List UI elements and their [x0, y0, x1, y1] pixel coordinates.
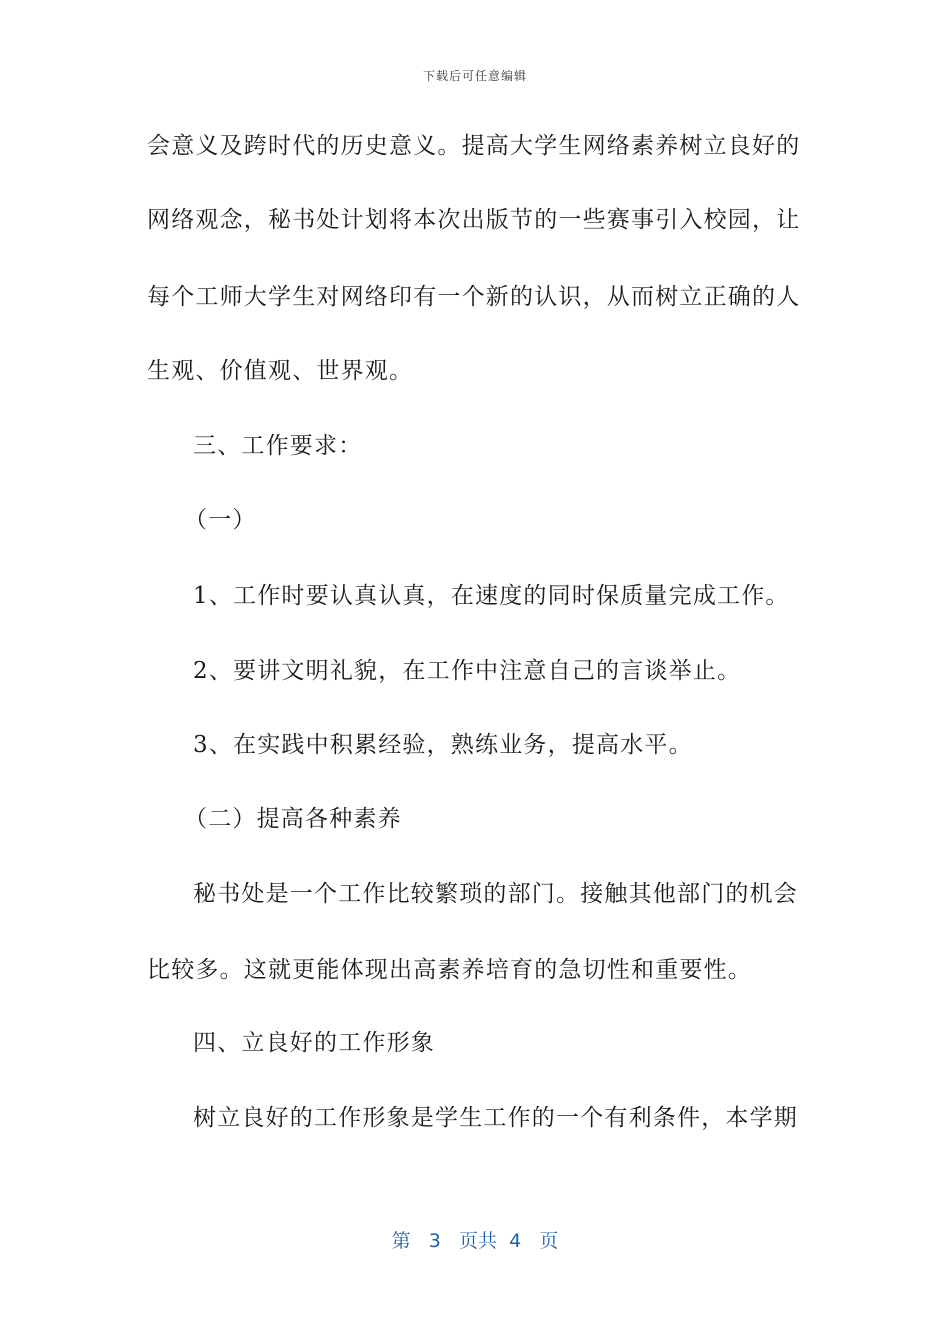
list-item: 2、要讲文明礼貌，在工作中注意自己的言谈举止。: [193, 658, 742, 684]
subsection-heading: （一）: [184, 507, 257, 533]
body-line: 秘书处是一个工作比较繁琐的部门。接触其他部门的机会: [193, 881, 798, 907]
list-item: 1、工作时要认真认真，在速度的同时保质量完成工作。: [193, 583, 790, 609]
footer-suffix: 页: [539, 1230, 559, 1252]
body-line: 树立良好的工作形象是学生工作的一个有利条件，本学期: [193, 1105, 798, 1131]
body-line: 比较多。这就更能体现出高素养培育的急切性和重要性。: [147, 957, 752, 983]
footer-middle: 页共: [459, 1230, 498, 1252]
section-heading: 三、工作要求：: [193, 433, 363, 459]
page-header: 下载后可任意编辑: [422, 69, 527, 83]
footer-total-pages: 4: [509, 1230, 522, 1252]
body-line: 每个工师大学生对网络印有一个新的认识，从而树立正确的人: [147, 284, 801, 310]
body-line: 会意义及跨时代的历史意义。提高大学生网络素养树立良好的: [147, 133, 801, 159]
body-line: 生观、价值观、世界观。: [147, 358, 414, 384]
body-line: 网络观念，秘书处计划将本次出版节的一些赛事引入校园，让: [147, 207, 801, 233]
footer-current-page: 3: [428, 1230, 441, 1252]
page-footer: [0, 1226, 950, 1253]
list-item: 3、在实践中积累经验，熟练业务，提高水平。: [193, 732, 693, 758]
subsection-heading: （二）提高各种素养: [184, 806, 402, 832]
footer-prefix: 第: [391, 1230, 411, 1252]
section-heading: 四、立良好的工作形象: [193, 1030, 435, 1056]
